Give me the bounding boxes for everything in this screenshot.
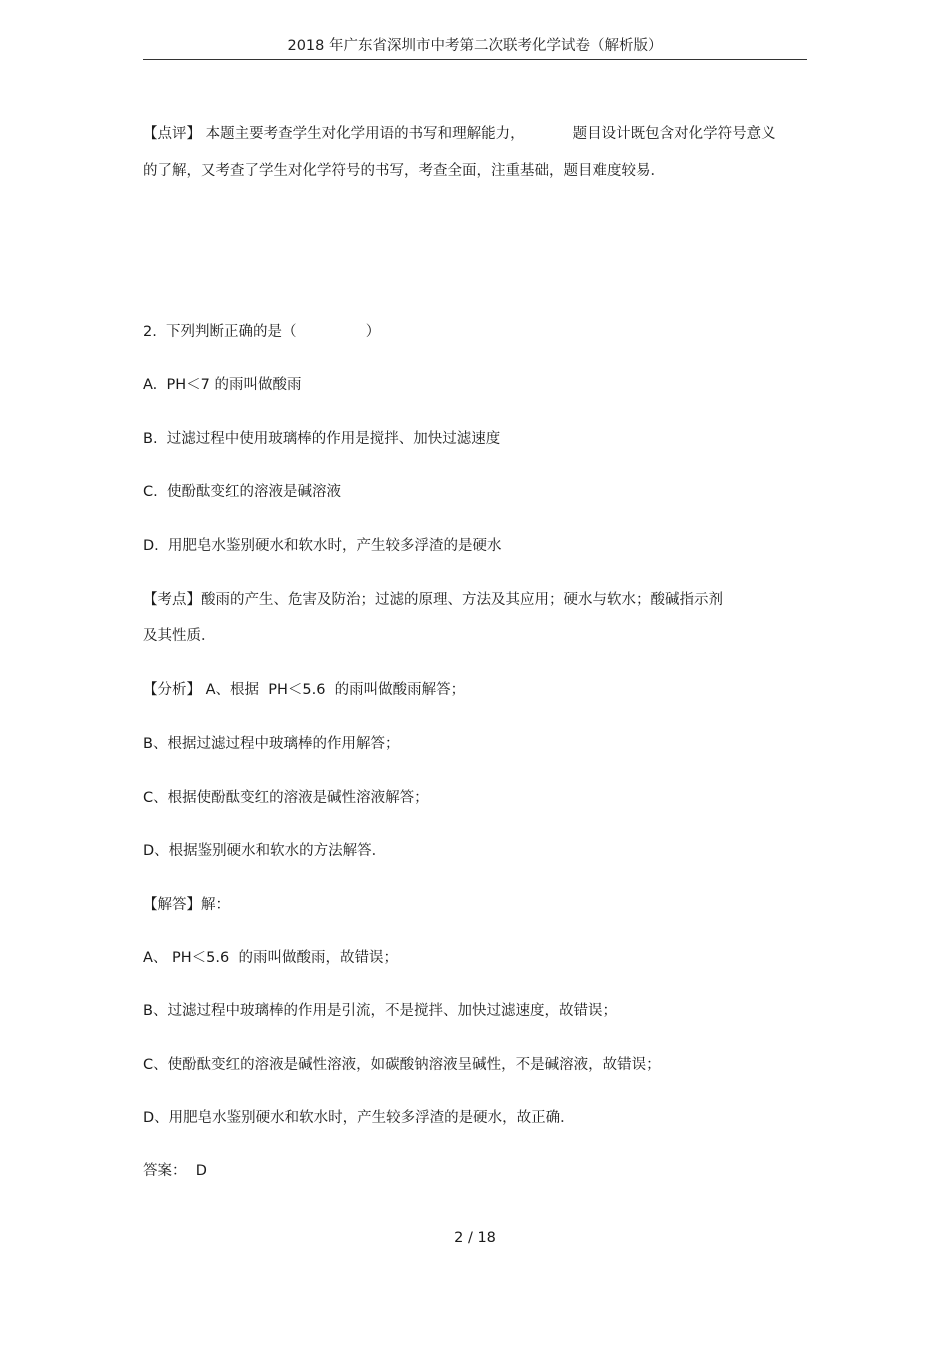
answer-line: 答案： D	[143, 1163, 207, 1179]
comment-line-1-part-b: 题目设计既包含对化学符号意义	[572, 126, 776, 142]
analysis-line-2: B、根据过滤过程中玻璃棒的作用解答；	[143, 736, 400, 752]
option-a: A. PH＜7 的雨叫做酸雨	[143, 377, 302, 393]
kaodian-line-2: 及其性质．	[143, 628, 216, 644]
solution-line-d: D、用肥皂水鉴别硬水和软水时，产生较多浮渣的是硬水，故正确．	[143, 1110, 575, 1126]
header-divider	[143, 59, 807, 60]
solution-line-a: A、 PH＜5.6 的雨叫做酸雨，故错误；	[143, 950, 398, 966]
solution-line-b: B、过滤过程中玻璃棒的作用是引流，不是搅拌、加快过滤速度，故错误；	[143, 1003, 617, 1019]
question-stem: 2. 下列判断正确的是（ ）	[143, 324, 381, 340]
analysis-line-1: 【分析】 A、根据 PH＜5.6 的雨叫做酸雨解答；	[143, 682, 466, 698]
comment-line-1	[143, 124, 776, 144]
page-number: 2 / 18	[454, 1230, 496, 1246]
kaodian-line-1: 【考点】酸雨的产生、危害及防治；过滤的原理、方法及其应用；硬水与软水；酸碱指示剂	[143, 592, 723, 608]
option-b: B. 过滤过程中使用玻璃棒的作用是搅拌、加快过滤速度	[143, 431, 501, 447]
analysis-line-4: D、根据鉴别硬水和软水的方法解答．	[143, 843, 387, 859]
page-header-title: 2018 年广东省深圳市中考第二次联考化学试卷（解析版）	[287, 38, 663, 54]
solution-heading: 【解答】解：	[143, 897, 230, 913]
option-c: C. 使酚酞变红的溶液是碱溶液	[143, 484, 341, 500]
solution-line-c: C、使酚酞变红的溶液是碱性溶液，如碳酸钠溶液呈碱性，不是碱溶液，故错误；	[143, 1057, 661, 1073]
comment-line-1-part-a: 【点评】 本题主要考查学生对化学用语的书写和理解能力，	[143, 126, 525, 142]
analysis-line-3: C、根据使酚酞变红的溶液是碱性溶液解答；	[143, 790, 429, 806]
option-d: D. 用肥皂水鉴别硬水和软水时，产生较多浮渣的是硬水	[143, 538, 502, 554]
comment-line-2: 的了解，又考查了学生对化学符号的书写，考查全面，注重基础，题目难度较易．	[143, 163, 665, 179]
